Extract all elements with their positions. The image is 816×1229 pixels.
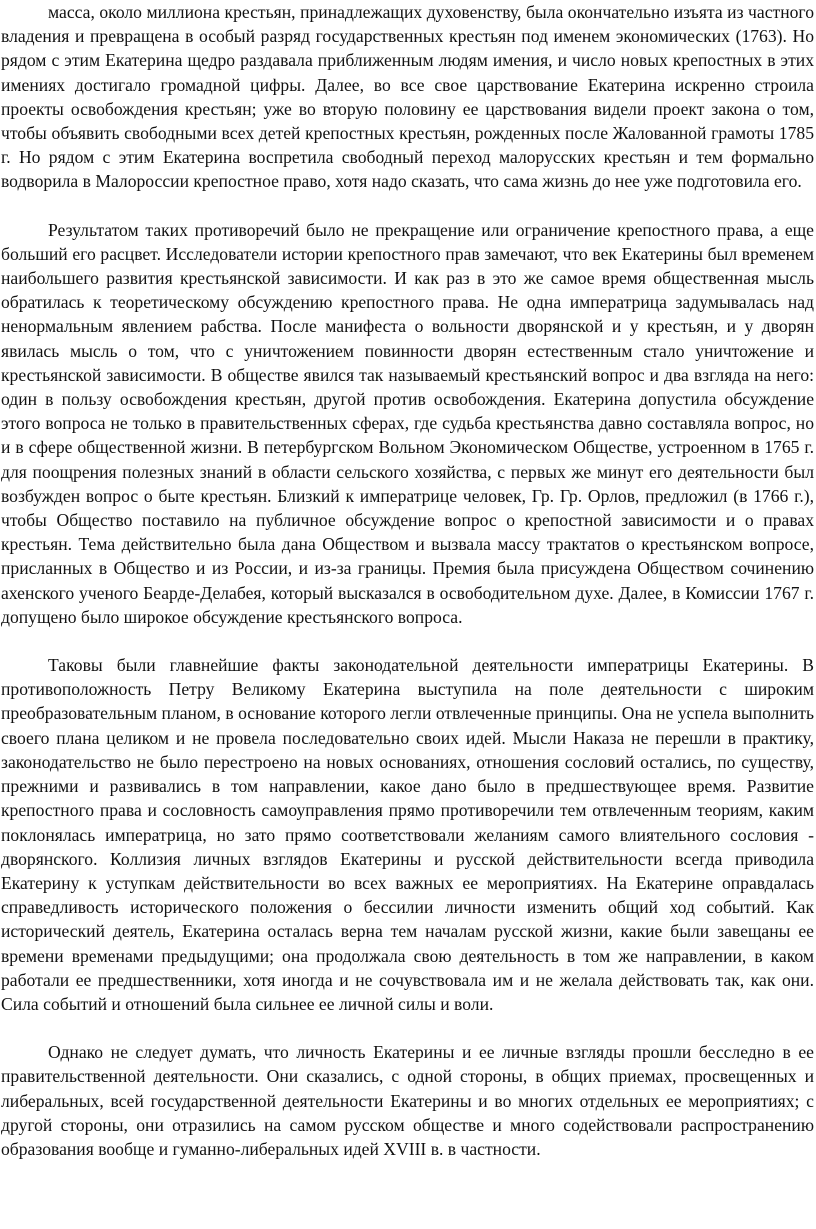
paragraph-2: Результатом таких противоречий было не прекращение или ограничение крепостного права, а еще больший его расцвет. Исследователи истории крепостного прав замечают, что век Екатерины был временем наибольшего развития крестьянской зависимости. И как раз в это же самое время общественная мысль обратилась к теоретическому обсуждению крепостного права. Не одна императрица задумывалась над ненормальным явлением рабства. После манифеста о вольности дворянской и у крестьян, и у дворян явилась мысль о том, что с уничтожением повинности дворян естественным стало уничтожение и крестьянской зависимости. В обществе явился так называемый крестьянский вопрос и два взгляда на него: один в пользу освобождения крестьян, другой против освобождения. Екатерина допустила обсуждение этого вопроса не только в правительственных сферах, где судьба крестьянства давно составляла вопрос, но и в сфере общественной жизни. В петербургском Вольном Экономическом Обществе, устроенном в 1765 г. для поощрения полезных знаний в области сельского хозяйства, с первых же минут его деятельности был возбужден вопрос о быте крестьян. Близкий к императрице человек, Гр. Гр. Орлов, предложил (в 1766 г.), чтобы Общество поставило на публичное обсуждение вопрос о крепостной зависимости и о правах крестьян. Тема действительно была дана Обществом и вызвала массу трактатов о крестьянском вопросе, присланных в Общество и из России, и из-за границы. Премия была присуждена Обществом сочинению ахенского ученого Беарде-Делабея, который высказался в освободительном духе. Далее, в Комиссии 1767 г. допущено было широкое обсуждение крестьянского вопроса. (1, 219, 814, 627)
paragraph-4: Однако не следует думать, что личность Екатерины и ее личные взгляды прошли бесследно в ее правительственной деятельности. Они сказались, с одной стороны, в общих приемах, просвещенных и либеральных, всей государственной деятельности Екатерины и во многих отдельных ее мероприятиях; с другой стороны, они отразились на самом русском обществе и много содействовали распространению образования вообще и гуманно-либеральных идей XVIII в. в частности. (1, 1042, 814, 1159)
paragraph-3: Таковы были главнейшие факты законодательной деятельности императрицы Екатерины. В противоположность Петру Великому Екатерина выступила на поле деятельности с широким преобразовательным планом, в основание которого легли отвлеченные принципы. Она не успела выполнить своего плана целиком и не провела последовательно своих идей. Мысли Наказа не перешли в практику, законодательство не было перестроено на новых основаниях, отношения сословий остались, по существу, прежними и развивались в том направлении, какое дано было в предшествующее время. Развитие крепостного права и сословность самоуправления прямо противоречили тем отвлеченным теориям, каким поклонялась императрица, но зато прямо соответствовали желаниям самого влиятельного сословия - дворянского. Коллизия личных взглядов Екатерины и русской действительности всегда приводила Екатерину к уступкам действительности во всех важных ее мероприятиях. На Екатерине оправдалась справедливость исторического положения о бессилии личности изменить общий ход событий. Как исторический деятель, Екатерина осталась верна тем началам русской жизни, какие были завещаны ее времени временами предыдущими; она продолжала свою деятельность в том же направлении, в каком работали ее предшественники, хотя иногда и не сочувствовала им и не желала действовать так, как они. Сила событий и отношений была сильнее ее личной силы и воли. (1, 655, 814, 1014)
paragraph-1: масса, около миллиона крестьян, принадлежащих духовенству, была окончательно изъята из частного владения и превращена в особый разряд государственных крестьян под именем экономических (1763). Но рядом с этим Екатерина щедро раздавала приближенным людям имения, и число новых крепостных в этих имениях достигало громадной цифры. Далее, во все свое царствование Екатерина искренно строила проекты освобождения крестьян; уже во вторую половину ее царствования видели проект закона о том, чтобы объявить свободными всех детей крепостных крестьян, рожденных после Жалованной грамоты 1785 г. Но рядом с этим Екатерина воспретила свободный переход малорусских крестьян и тем формально водворила в Малороссии крепостное право, хотя надо сказать, что сама жизнь до нее уже подготовила его. (1, 2, 814, 192)
